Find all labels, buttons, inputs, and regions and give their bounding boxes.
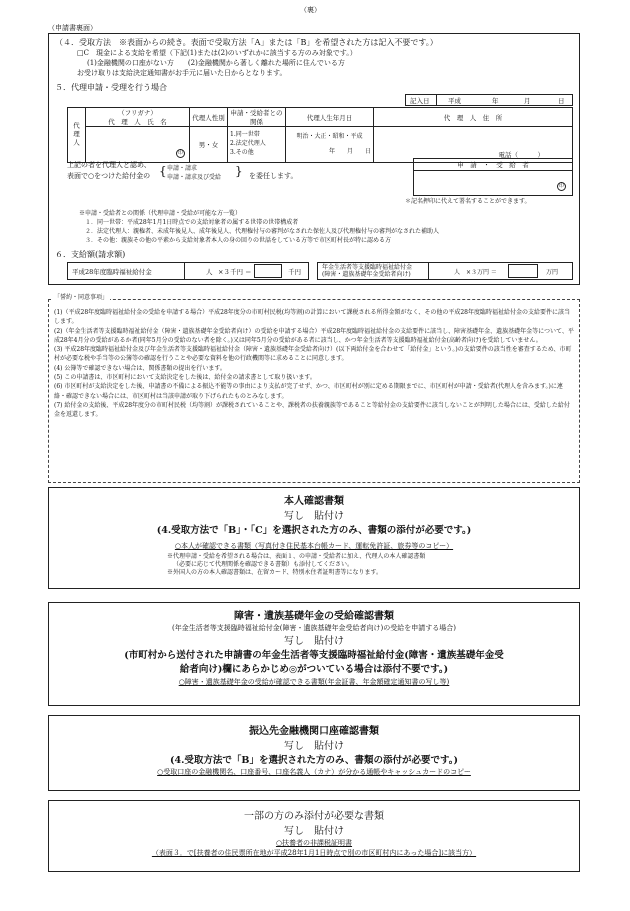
pension-benefit-calc-text: ×３万円 ＝ — [466, 269, 497, 276]
applicant-seal: 印 — [558, 183, 564, 189]
entry-date-label: 記入日 — [410, 97, 430, 105]
pledge-item: (2)（年金生活者等支援臨時福祉給付金（障害・遺族基礎年金受給者向け）の受給を申請する場合）平成28年度臨時福祉給付金の支給要件に該当し、障害基礎年金、遺族基礎年金等について、平成28年4月分の受給があるか者(同年5月分の受給のない者を除く。)又は同年5月分の受給がある者に該当し、かつ年金生活者等支援臨時福祉給付金(高齢者向け)を受給していません。 — [54, 327, 574, 344]
relation-note-2: ２．法定代理人：親権者、未成年後見人、成年後見人、代理権付与の審判がなされた保佐人及び代理権付与の審判がなされた補助人 — [85, 228, 440, 235]
relation-field[interactable] — [228, 127, 286, 163]
partial-doc-paste: 写し 貼付け — [284, 826, 344, 837]
pension-doc-condition-2: 給者向け)欄にあらかじめ◎がついている場合は添付不要です。) — [179, 663, 449, 675]
entry-date-month: 月 — [524, 97, 531, 105]
pledge-list — [54, 308, 574, 420]
identity-doc-note-2: （必要に応じて代理関係を確認できる書類）も添付してください。 — [173, 560, 354, 568]
pension-benefit-amount[interactable] — [508, 264, 538, 278]
identity-doc-title: 本人確認書類 — [284, 496, 344, 507]
temp-benefit-label: 平成28年度臨時福祉給付金 — [72, 268, 152, 276]
pension-benefit-label-2: (障害・遺族基礎年金受給者向け) — [322, 271, 411, 278]
entry-date-year: 年 — [492, 97, 499, 105]
identity-doc-note-3: ※外国人の方の本人確認書類は、在留カード、特別永住者証明書等になります。 — [167, 568, 382, 576]
birthdate-header: 代理人生年月日 — [286, 108, 374, 127]
pledge-title: 「誓約・同意事項」 — [54, 294, 109, 301]
identity-doc-note-1: ※代理申請・受給を希望される場合は、表面１、の申請・受給者に加え、代理人の本人確認書類 — [167, 552, 426, 560]
form-tab-label: （申請書裏面） — [48, 24, 97, 32]
furigana-header: （フリガナ） — [118, 109, 157, 117]
pension-benefit-yen: 万円 — [546, 269, 559, 276]
pension-doc-subtitle: (年金生活者等支援臨時福祉給付金(障害・遺族基礎年金受給者向け)の受給を申請する場合) — [172, 624, 456, 632]
birth-ymd: 年 月 日 — [328, 147, 371, 155]
birth-eras: 明治・大正・昭和・平成 — [296, 133, 363, 141]
bank-doc-condition: (4.受取方法で「B」を選択された方のみ、書類の添付が必要です。) — [170, 755, 458, 766]
pension-doc-title: 障害・遺族基礎年金の受給確認書類 — [234, 611, 394, 622]
temp-benefit-calc-text: ×３千円 ＝ — [218, 268, 252, 276]
temp-benefit-amount[interactable] — [254, 264, 282, 278]
seal-note: ＊記名押印に代えて署名することができます。 — [405, 198, 531, 205]
delegate-choice-2[interactable]: 申請・請求及び受給 — [167, 174, 222, 181]
birthdate-field[interactable] — [286, 127, 374, 163]
agent-table — [67, 107, 573, 163]
pension-benefit-label-1: 年金生活者等支援臨時福祉給付金 — [322, 264, 413, 271]
page-side-label: （裏） — [300, 6, 321, 14]
relation-header: 申請・受給者との関係 — [228, 108, 286, 127]
cash-option-checkbox[interactable]: □C 現金による支給を希望（下記(1)または(2)のいずれかに該当する方のみ対象です。） — [77, 49, 357, 57]
agent-row-label: 代理人 — [68, 108, 86, 163]
applicant-box[interactable] — [413, 158, 573, 196]
pension-benefit-count[interactable] — [430, 264, 452, 278]
delegate-text-1: 上記の者を代理人と認め、 — [67, 161, 151, 169]
relation-note-1: １．同一世帯：平成28年1月1日時点での支給対象者の属する世帯の世帯構成者 — [85, 219, 299, 226]
agent-name-field[interactable] — [86, 127, 190, 163]
entry-date-box[interactable] — [405, 94, 573, 106]
partial-doc-list-2: （表面３．で[扶養者の住民票所在地が平成28年1月1日時点で別の市区町村内にあった場合]に該当方） — [151, 848, 477, 857]
pension-doc-paste: 写し 貼付け — [284, 635, 344, 647]
temp-benefit-calc — [67, 262, 309, 280]
identity-doc-condition: (4.受取方法で「B」・「C」を選択された方のみ、書類の添付が必要です。) — [156, 525, 472, 536]
relation-option-1[interactable]: 1.同一世帯 — [230, 131, 260, 139]
cash-reasons: (1)金融機関の口座がない方 (2)金融機関から著しく離れた場所に住んでいる方 — [87, 59, 345, 67]
pledge-section — [48, 294, 580, 484]
bank-doc-paste: 写し 貼付け — [284, 741, 344, 752]
temp-benefit-count[interactable] — [186, 264, 204, 278]
bank-doc-title: 振込先金融機関口座確認書類 — [249, 726, 379, 737]
identity-doc-paste: 写し 貼付け — [284, 511, 344, 522]
relation-option-2[interactable]: 2.法定代理人 — [230, 140, 266, 148]
identity-doc-list: ○本人が確認できる書類（写真付き住民基本台帳カード、運転免許証、旅券等のコピー） — [174, 541, 454, 550]
delegate-choice-1[interactable]: 申請・請求 — [167, 165, 198, 172]
bank-doc-list: ○受取口座の金融機関名、口座番号、口座名義人（カナ）が分かる通帳やキャッシュカードのコピー — [157, 767, 471, 776]
partial-doc-title: 一部の方のみ添付が必要な書類 — [244, 811, 384, 822]
relation-note-3: ３．その他：親族その他の平素から支給対象者本人の身の回りの世話をしている方等で市区町村長が特に認める方 — [85, 237, 392, 244]
pledge-item: (4) 公簿等で確認できない場合は、関係書類の提出を行います。 — [54, 364, 226, 372]
pledge-item: (6) 市区町村が支給決定をした後、申請書の不備による振込不能等の事由により支払が完了せず、かつ、市区町村が別に定める期限までに、市区町村が申請・受給者(代理人を含みます。)に連絡・確認できない場合には、市区町村は当該申請が取り下げられたものとみなします。 — [54, 383, 563, 400]
cash-note: お受け取りは支給決定通知書がお手元に届いた日からとなります。 — [77, 69, 287, 77]
entry-date-day: 日 — [558, 97, 565, 105]
applicant-label: 申 請 ・ 受 給 者 — [414, 159, 572, 171]
bank-doc-paste-area[interactable] — [48, 715, 580, 791]
pension-benefit-unit: 人 — [454, 269, 461, 276]
pledge-item: (7) 給付金の支給後、平成28年度分の市町村民税（均等割）が課税されていることや、課税者の扶養親族等であること等給付金の支給要件に該当しないことが判明した場合には、受給した給付金を返還します。 — [54, 401, 570, 419]
pension-doc-list: ○障害・遺族基礎年金の受給が確認できる書類(年金証書、年金額確定通知書の写し等) — [178, 678, 450, 687]
pension-doc-paste-area[interactable] — [48, 602, 580, 706]
partial-doc-list-1: ○扶養者の非課税証明書 — [275, 839, 353, 847]
delegate-text-2: 表面で○をつけた給付金の — [67, 172, 151, 180]
agent-name-header: 代 理 人 氏 名 — [108, 118, 167, 126]
agent-gender-field[interactable]: 男・女 — [190, 127, 228, 163]
entry-date-era: 平成 — [448, 97, 461, 105]
pension-doc-condition-1: (市町村から送付された申請書の年金生活者等支援臨時福祉給付金(障害・遺族基礎年金受 — [124, 649, 504, 661]
identity-doc-paste-area[interactable] — [48, 487, 580, 589]
pledge-item: (5) この申請書は、市区町村において支給決定をした後は、給付金の請求書として取り扱います。 — [54, 374, 316, 382]
seal-mark: 印 — [177, 150, 183, 156]
section6-title: ６．支給額(請求額) — [55, 250, 126, 259]
phone-label: 電話（ ） — [498, 151, 544, 159]
agent-gender-header: 代理人性別 — [190, 108, 228, 127]
application-back-frame: （４．受取方法 ※表面からの続き。表面で受取方法「A」または「B」を希望された方は記入不要です。） □C 現金による支給を希望（下記(1)または(2)のいずれかに該当する方のみ対象です。） (1)金融機関の口座がない方 (2)金融機関から著しく離れた場所に住んでいる方 お受け取りは支給決定通知書がお手元に届いた日からとなります。 ５．代理申請・受理を行う場合 記入日 平成 年 月 日 代理人 （フリガナ） 代 理 人 氏 名 代理人性別 申請・受給者との関係 代理人生年月日 代 理 人 住 所 印 男・女 1.同一世帯 2.法定代理人 3.その他 明治・大正・昭和・平成 年 月 日 電話（ ） 上記の者を代理人と認め、 表面で○をつけた給付金の { 申請・請求 申請・請求及び受給 } を委任します。 申 請 ・ 受 給 者 印 ＊記名押印に代えて署名することができます。 ※申請・受給者との関係（代理申請・受給が可能な方一覧） １．同一世帯：平成28年1月1日時点での支給対象者の属する世帯の世帯構成者 ２．法定代理人：親権者、未成年後見人、成年後見人、代理権付与の審判がなされた保佐人及び代理権付与の審判がなされた補助人 ３．その他：親族その他の平素から支給対象者本人の身の回りの世話をしている方等で市区町村長が特に認める方 ６．支給額(請求額) 平成28年度臨時福祉給付金 人 ×３千円 ＝ 千円 年金生活者等支援臨時福祉給付金 (障害・遺族基礎年金受給者向け) 人 ×３万円 ＝ 万円 — [48, 33, 580, 285]
pension-benefit-calc — [317, 262, 573, 280]
temp-benefit-yen: 千円 — [288, 268, 301, 276]
pledge-item: (3) 平成28年度臨時福祉給付金及び年金生活者等支援臨時福祉給付金（障害・遺族基礎年金受給者向け）(以下両給付金を合わせて「給付金」という。)の支給要件の該当性を審査するため、市町村が必要な税や手当等の公簿等の確認を行うことや必要な資料を他の行政機関等に求めることに同意します。 — [54, 346, 572, 363]
section5-title: ５．代理申請・受理を行う場合 — [55, 83, 167, 92]
delegate-text-3: を委任します。 — [249, 172, 298, 180]
relation-option-3[interactable]: 3.その他 — [230, 148, 254, 156]
temp-benefit-unit: 人 — [206, 268, 213, 276]
pledge-item: (1)（平成28年度臨時福祉給付金の受給を申請する場合）平成28年度分の市町村民税(均等割)の計算において課税される所得金額がなく、その他の平成28年度臨時福祉給付金の支給要件に該当します。 — [54, 309, 570, 326]
partial-doc-paste-area[interactable] — [48, 800, 580, 872]
section4-title: （４．受取方法 ※表面からの続き。表面で受取方法「A」または「B」を希望された方は記入不要です。） — [55, 38, 438, 47]
relation-notes-title: ※申請・受給者との関係（代理申請・受給が可能な方一覧） — [79, 210, 242, 217]
agent-address-header: 代 理 人 住 所 — [374, 108, 573, 127]
